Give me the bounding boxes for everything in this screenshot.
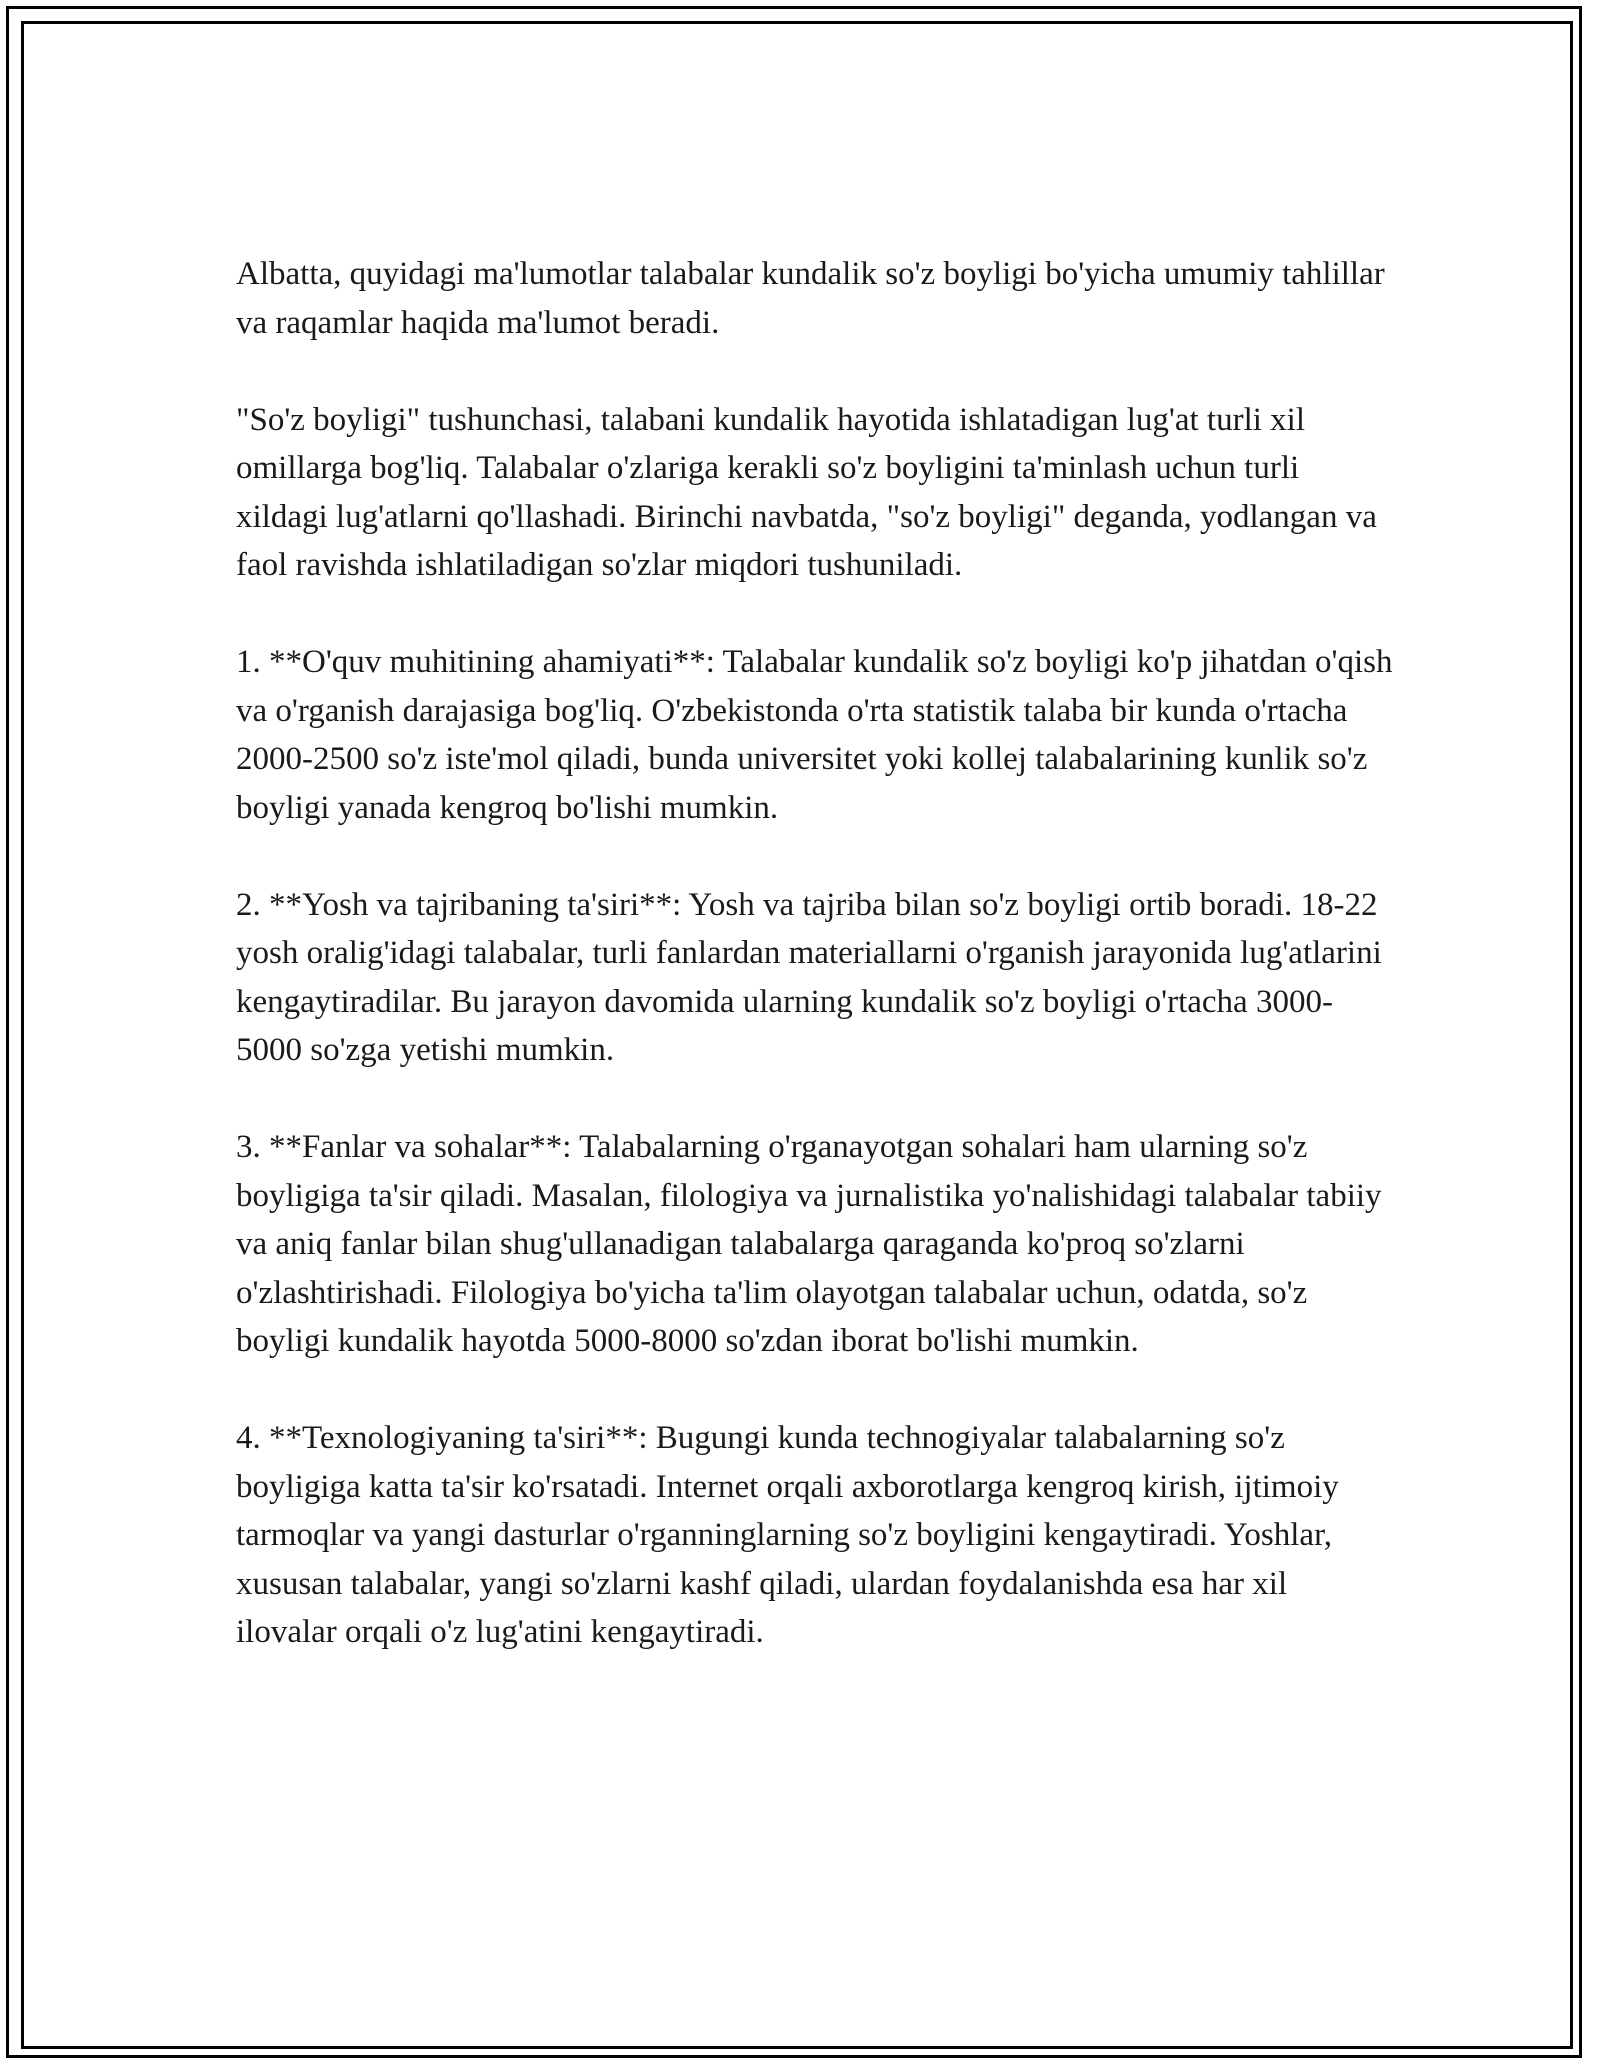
point-3-paragraph: 3. **Fanlar va sohalar**: Talabalarning o'rganayotgan sohalari ham ularning so'z boyligiga ta'sir qiladi. Masalan, filologiya va jurnalistika yo'nalishidagi talabalar tabiiy va aniq fanlar bilan shug'ullanadigan talabalarga qaraganda ko'proq so'zlarni o'zlashtirishadi. Filologiya bo'yicha ta'lim olayotgan talabalar uchun, odatda, so'z boyligi kundalik hayotda 5000-8000 so'zdan iborat bo'lishi mumkin. bbox=[236, 1129, 1382, 1359]
point-1-paragraph: 1. **O'quv muhitining ahamiyati**: Talabalar kundalik so'z boyligi ko'p jihatdan o'qish va o'rganish darajasiga bog'liq. O'zbekistonda o'rta statistik talaba bir kunda o'rtacha 2000-2500 so'z iste'mol qiladi, bunda universitet yoki kollej talabalarining kunlik so'z boyligi yanada kengroq bo'lishi mumkin. bbox=[236, 644, 1393, 826]
point-2-paragraph: 2. **Yosh va tajribaning ta'siri**: Yosh va tajriba bilan so'z boyligi ortib boradi. 18-22 yosh oralig'idagi talabalar, turli fanlardan materiallarni o'rganish jarayonida lug'atlarini kengaytiradilar. Bu jarayon davomida ularning kundalik so'z boyligi o'rtacha 3000-5000 so'zga yetishi mumkin. bbox=[236, 886, 1382, 1068]
document-body bbox=[236, 250, 1396, 1657]
intro-paragraph: Albatta, quyidagi ma'lumotlar talabalar kundalik so'z boyligi bo'yicha umumiy tahlillar va raqamlar haqida ma'lumot beradi. bbox=[236, 256, 1385, 341]
point-4-paragraph: 4. **Texnologiyaning ta'siri**: Bugungi kunda technogiyalar talabalarning so'z boyligiga katta ta'sir ko'rsatadi. Internet orqali axborotlarga kengroq kirish, ijtimoiy tarmoqlar va yangi dasturlar o'rganninglarning so'z boyligini kengaytiradi. Yoshlar, xususan talabalar, yangi so'zlarni kashf qiladi, ulardan foydalanishda esa har xil ilovalar orqali o'z lug'atini kengaytiradi. bbox=[236, 1420, 1339, 1650]
definition-paragraph: "So'z boyligi" tushunchasi, talabani kundalik hayotida ishlatadigan lug'at turli xil omillarga bog'liq. Talabalar o'zlariga kerakli so'z boyligini ta'minlash uchun turli xildagi lug'atlarni qo'llashadi. Birinchi navbatda, "so'z boyligi" deganda, yodlangan va faol ravishda ishlatiladigan so'zlar miqdori tushuniladi. bbox=[236, 401, 1377, 583]
